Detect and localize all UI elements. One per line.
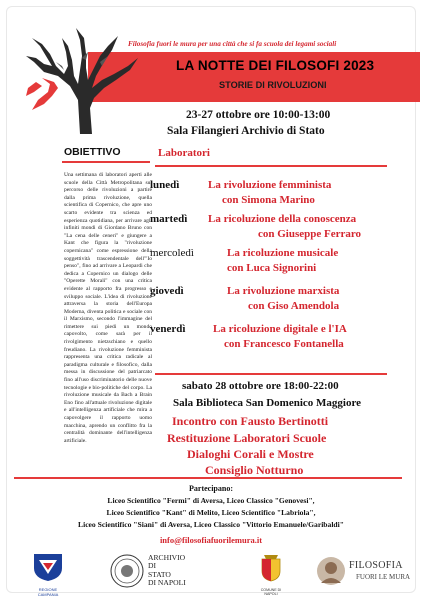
saturday-venue: Sala Biblioteca San Domenico Maggiore bbox=[173, 397, 362, 409]
saturday-event: Incontro con Fausto Bertinotti bbox=[172, 414, 329, 428]
saturday-event: Consiglio Notturno bbox=[205, 463, 304, 477]
tree-hands-illustration bbox=[22, 22, 140, 134]
event-venue: Sala Filangieri Archivio di Stato bbox=[167, 125, 325, 137]
filosofia-logo-title: FILOSOFIA bbox=[349, 560, 403, 571]
lab-topic: La rivoluzione marxista bbox=[227, 285, 340, 297]
laboratories-heading: Laboratori bbox=[158, 147, 210, 159]
lab-speaker: con Simona Marino bbox=[222, 194, 315, 206]
objective-text: Una settimana di laboratori aperti alle scuole della Città Metropolitana sul percorso delle rivoluzioni a partire dalla prima rivoluzione, quella scientifica di Copernico, che apre uno scarto evidente tra scienza ed esperienza quotidiana, per arrivare agli infiniti mondi di Giordano Bruno con "La cena delle ceneri" e giungere a Kant che figura la "rivoluzione copernicana" come espressione della soggettività trascendentale dell'"Io penso", fino ad arrivare a Leopardi che dedica a Copernico un dialogo delle "Operette Morali" con una critica evidente al rapporto fra progresso e sviluppo sociale. L'idea di rivoluzione attraversa la storia dell'Europa Moderna, diventa politica e sociale con il Marxismo, secondo l'immagine del rimettere sui piedi un mondo capovolto, come sarà per il rivolgimento nietzschiano e quello freudiano. La rivoluzione femminista rappresenta una critica radicale al paradigma culturale e filosofico, dalla messa in discussione del patriarcato fino all'uso discriminatorio delle nuove tecnologie e bio-politiche del corpo. La rivoluzione musicale da Bach a Brain Eno fino all'attuale rivoluzione digitale e all'intelligenza artificiale che mira a capovolgere il rapporto uomo macchina, aprendo un conflitto fra la centralità dominante dell'intelligenza artificiale. bbox=[64, 172, 152, 444]
saturday-event: Dialoghi Corali e Mostre bbox=[187, 447, 314, 461]
filosofia-portrait-icon bbox=[316, 556, 346, 586]
regione-campania-emblem-icon bbox=[30, 552, 66, 582]
saturday-divider bbox=[155, 373, 387, 375]
archivio-seal-icon bbox=[110, 554, 144, 588]
lab-speaker: con Luca Signorini bbox=[227, 262, 317, 274]
lab-topic: La rivoluzione femminista bbox=[208, 179, 332, 191]
lab-day: venerdì bbox=[150, 323, 186, 335]
archivio-caption: ARCHIVIO DI STATO DI NAPOLI bbox=[148, 553, 186, 588]
lab-day: martedì bbox=[150, 213, 188, 225]
regione-campania-logo bbox=[30, 552, 66, 597]
participant-line: Liceo Scientifico "Kant" di Melito, Liceo Scientifico "Labriola", bbox=[106, 508, 316, 517]
contact-email[interactable]: info@filosofiafuorilemura.it bbox=[159, 535, 263, 545]
comune-napoli-caption: COMUNE DI NAPOLI bbox=[260, 588, 282, 596]
participants-heading: Partecipano: bbox=[189, 484, 233, 493]
filosofia-logo-subtitle: FUORI LE MURA bbox=[356, 573, 411, 581]
archivio-di-stato-logo bbox=[110, 552, 210, 590]
lab-topic: La ricoluzione musicale bbox=[227, 247, 339, 259]
lab-speaker: con Francesco Fontanella bbox=[224, 338, 344, 350]
participant-line: Liceo Scientifico "Fermi" di Aversa, Liceo Classico "Genovesi", bbox=[107, 496, 315, 505]
lab-topic: La ricoluzione della conoscenza bbox=[208, 213, 357, 225]
saturday-date: sabato 28 ottobre ore 18:00-22:00 bbox=[182, 380, 339, 392]
lab-day: lunedì bbox=[150, 179, 180, 191]
saturday-event: Restituzione Laboratori Scuole bbox=[167, 431, 327, 445]
event-dates: 23-27 ottobre ore 10:00-13:00 bbox=[186, 109, 331, 121]
event-subtitle: STORIE DI RIVOLUZIONI bbox=[219, 80, 327, 90]
participant-line: Liceo Scientifico "Siani" di Aversa, Liceo Classico "Vittorio Emanuele/Garibaldi" bbox=[78, 520, 344, 529]
lab-topic: La ricoluzione digitale e l'IA bbox=[213, 323, 347, 335]
header-tagline: Filosofia fuori le mura per una città che si fa scuola dei legami sociali bbox=[128, 40, 337, 48]
lab-speaker: con Giso Amendola bbox=[248, 300, 340, 312]
lab-speaker: con Giuseppe Ferraro bbox=[258, 228, 362, 240]
lab-day: mercoledì bbox=[150, 247, 194, 259]
objective-divider bbox=[62, 161, 150, 163]
participants-divider bbox=[14, 477, 402, 479]
comune-di-napoli-logo bbox=[256, 553, 286, 596]
event-title: LA NOTTE DEI FILOSOFI 2023 bbox=[176, 58, 375, 73]
regione-campania-caption: REGIONE CAMPANIA bbox=[37, 587, 59, 597]
laboratories-divider bbox=[155, 165, 387, 167]
comune-napoli-crest-icon bbox=[256, 553, 286, 583]
objective-heading: OBIETTIVO bbox=[64, 146, 121, 158]
filosofia-fuori-le-mura-logo bbox=[316, 552, 416, 592]
lab-day: giovedì bbox=[150, 285, 184, 297]
